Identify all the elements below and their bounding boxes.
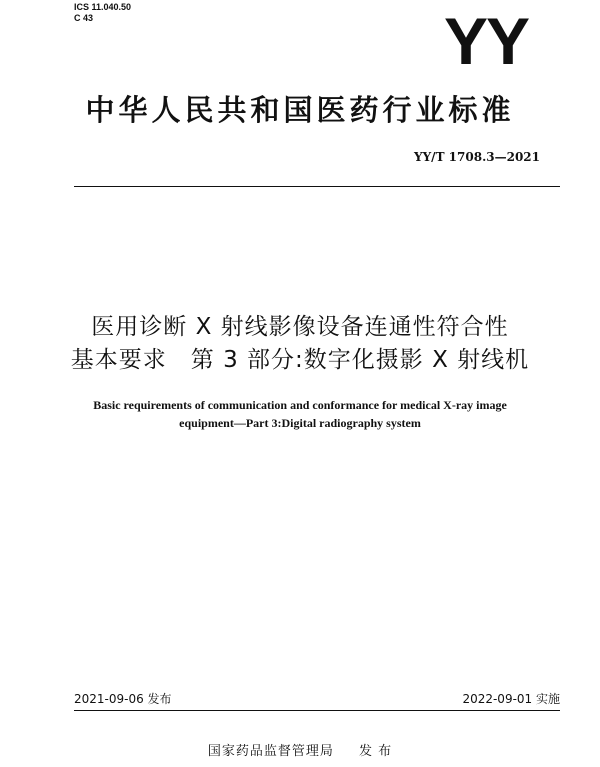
ics-number: ICS 11.040.50 [74,2,132,12]
issuer-name: 国家药品监督管理局 [207,744,334,759]
english-title-line-1: Basic requirements of communication and conformance for medical X-ray image [93,398,507,412]
english-title-line-2: equipment—Part 3:Digital radiography system [179,416,421,430]
yy-logo: YY [443,4,528,78]
bottom-divider [74,710,560,711]
ccs-number: C 43 [74,13,94,23]
issue-label: 发 布 [359,744,393,759]
ics-classification [74,2,131,24]
standard-category-title: 中华人民共和国医药行业标准 [85,93,515,127]
top-divider [74,186,560,187]
chinese-title-line-2: 基本要求 第 3 部分:数字化摄影 X 射线机 [70,347,530,373]
standard-code: YY/T 1708.3—2021 [414,150,540,164]
implement-date: 2022-09-01 实施 [462,692,560,706]
chinese-title-line-1: 医用诊断 X 射线影像设备连通性符合性 [91,314,509,340]
issuer-line [0,740,600,759]
publish-date: 2021-09-06 发布 [74,692,172,706]
